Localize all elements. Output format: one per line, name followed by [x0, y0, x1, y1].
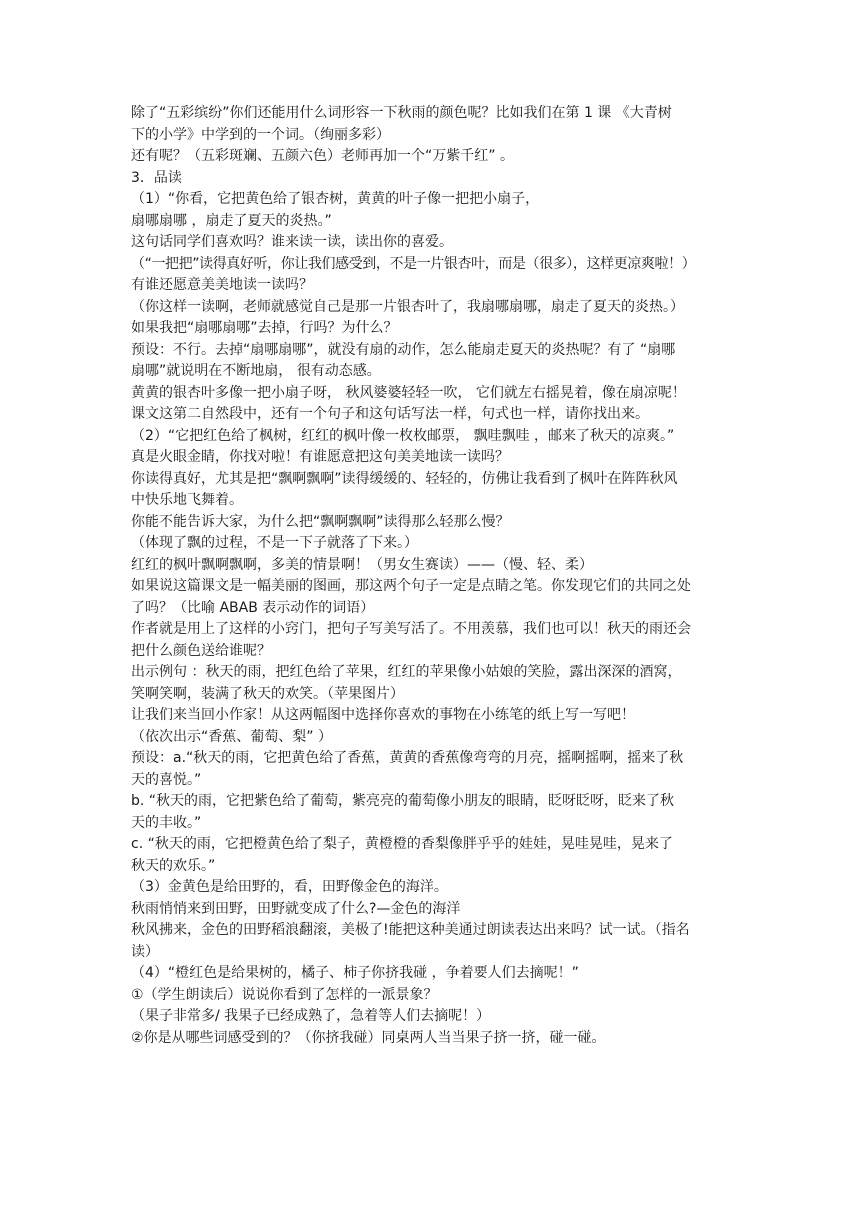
text-line: 除了“五彩缤纷”你们还能用什么词形容一下秋雨的颜色呢？比如我们在第 1 课 《大青树 — [131, 105, 672, 121]
text-line: （1）“你看，它把黄色给了银杏树，黄黄的叶子像一把把小扇子， — [131, 191, 540, 207]
text-line: 还有呢？（五彩斑斓、五颜六色）老师再加一个“万紫千红” 。 — [131, 148, 514, 164]
text-line: 中快乐地飞舞着。 — [131, 492, 243, 508]
text-line: 你读得真好，尤其是把“飘啊飘啊”读得缓缓的、轻轻的，仿佛让我看到了枫叶在阵阵秋风 — [131, 470, 678, 487]
text-line: 秋天的欢乐。” — [131, 857, 216, 874]
text-line: 出示例句 ：秋天的雨，把红色给了苹果，红红的苹果像小姑娘的笑脸，露出深深的酒窝， — [131, 664, 682, 680]
text-line: 黄黄的银杏叶多像一把小扇子呀， 秋风婆婆轻轻一吹， 它们就左右摇晃着，像在扇凉呢！ — [131, 384, 686, 401]
text-line: 让我们来当回小作家！从这两幅图中选择你喜欢的事物在小练笔的纸上写一写吧！ — [131, 707, 635, 723]
text-line: 如果我把“扇哪扇哪”去掉，行吗？为什么？ — [131, 320, 398, 336]
text-line: 你能不能告诉大家，为什么把“飘啊飘啊”读得那么轻那么慢？ — [131, 513, 510, 530]
text-line: 真是火眼金睛，你找对啦！有谁愿意把这句美美地读一读吗？ — [131, 449, 509, 465]
text-line: 这句话同学们喜欢吗？谁来读一读，读出你的喜爱。 — [131, 234, 453, 250]
text-line: （2）“它把红色给了枫树，红红的枫叶像一枚枚邮票， 飘哇飘哇 ，邮来了秋天的凉爽。” — [131, 427, 675, 444]
text-line: 天的丰收。” — [131, 814, 202, 831]
text-line: ①（学生朗读后）说说你看到了怎样的一派景象？ — [131, 986, 438, 1003]
text-line: 秋风拂来，金色的田野稻浪翻滚，美极了!能把这种美通过朗读表达出来吗？试一试。（指名 — [131, 922, 690, 938]
text-line: 天的喜悦。” — [131, 771, 202, 788]
text-line: 如果说这篇课文是一幅美丽的图画，那这两个句子一定是点睛之笔。你发现它们的共同之处 — [131, 578, 691, 594]
text-line: （“一把把”读得真好听，你让我们感受到，不是一片银杏叶，而是（很多），这样更凉爽啦！） — [131, 255, 696, 272]
text-line: 有谁还愿意美美地读一读吗？ — [131, 277, 313, 293]
text-line: （体现了飘的过程，不是一下子就落了下来。） — [131, 535, 418, 551]
text-line: 读） — [131, 943, 159, 960]
text-line: 红红的枫叶飘啊飘啊，多美的情景啊！（男女生赛读）——（慢、轻、柔） — [131, 556, 593, 573]
text-line: （4）“橙红色是给果树的，橘子、柿子你挤我碰 ，争着要人们去摘呢！” — [131, 965, 579, 981]
text-line: 下的小学》中学到的一个词。（绚丽多彩） — [131, 126, 390, 143]
document-body — [131, 103, 731, 1049]
text-line: ②你是从哪些词感受到的？（你挤我碰）同桌两人当当果子挤一挤，碰一碰。 — [131, 1029, 606, 1046]
text-line: 扇哪”就说明在不断地扇， 很有动态感。 — [131, 363, 381, 379]
text-line: 秋雨悄悄来到田野，田野就变成了什么?—金色的海洋 — [131, 900, 461, 917]
text-line: （你这样一读啊，老师就感觉自己是那一片银杏叶了，我扇哪扇哪，扇走了夏天的炎热。） — [131, 298, 684, 315]
text-line: b. “秋天的雨，它把紫色给了葡萄，紫亮亮的葡萄像小朋友的眼睛，眨呀眨呀，眨来了秋 — [131, 793, 675, 809]
text-line: （依次出示“香蕉、葡萄、梨” ） — [131, 728, 332, 745]
text-line: 把什么颜色送给谁呢？ — [131, 642, 271, 659]
text-line: 扇哪扇哪 ，扇走了夏天的炎热。” — [131, 212, 332, 229]
text-line: （3）金黄色是给田野的，看，田野像金色的海洋。 — [131, 879, 448, 895]
text-line: c. “秋天的雨，它把橙黄色给了梨子，黄橙橙的香梨像胖乎乎的娃娃，晃哇晃哇，晃来了 — [131, 836, 673, 852]
section-heading: 3．品读 — [131, 169, 182, 186]
text-line: 预设：a.“秋天的雨，它把黄色给了香蕉，黄黄的香蕉像弯弯的月亮，摇啊摇啊，摇来了秋 — [131, 750, 684, 766]
text-line: 课文这第二自然段中，还有一个句子和这句话写法一样，句式也一样，请你找出来。 — [131, 406, 649, 422]
text-line: 了吗？（比喻 ABAB 表示动作的词语） — [131, 599, 375, 616]
text-line: 笑啊笑啊，装满了秋天的欢笑。（苹果图片） — [131, 685, 404, 702]
text-line: 作者就是用上了这样的小窍门，把句子写美写活了。不用羡慕，我们也可以！秋天的雨还会 — [131, 621, 691, 637]
text-line: 预设：不行。去掉“扇哪扇哪”，就没有扇的动作，怎么能扇走夏天的炎热呢？有了 “扇哪 — [131, 341, 676, 358]
text-line: （果子非常多/ 我果子已经成熟了，急着等人们去摘呢！） — [131, 1008, 491, 1024]
